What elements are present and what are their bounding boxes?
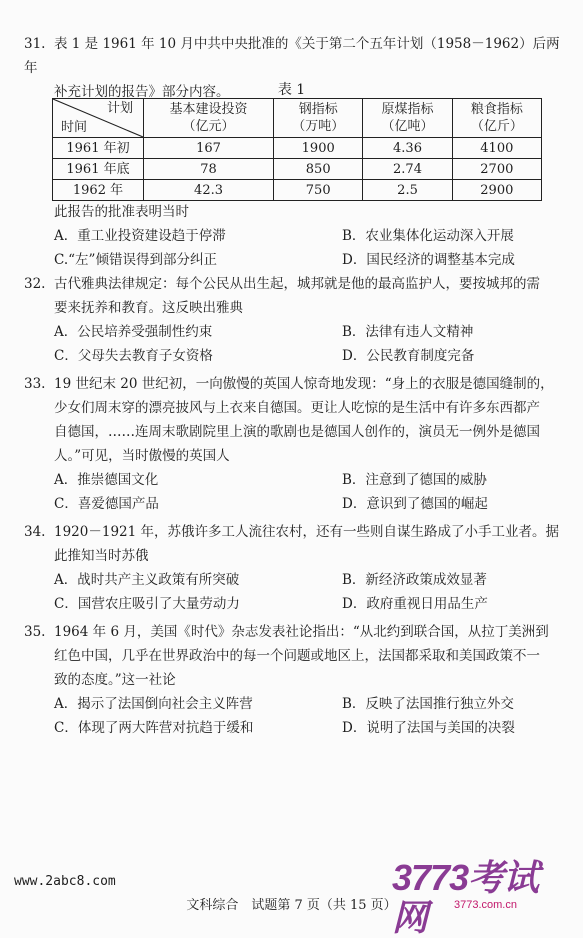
header-cell: 原煤指标 （亿吨） xyxy=(363,99,452,138)
value-cell: 850 xyxy=(274,159,363,180)
question-34-stem: 34. 1920－1921 年，苏俄许多工人流往农村，还有一些则自谋生路成了小手工业者。据 xyxy=(24,520,569,544)
option-row xyxy=(24,320,569,344)
question-33-stem-cont: 自德国，……连周末歌剧院里上演的歌剧也是德国人创作的，演员无一例外是德国 xyxy=(54,424,540,440)
watermark-brand: 3773考试网 xyxy=(392,857,539,938)
option-row xyxy=(24,344,569,368)
value-cell: 1900 xyxy=(274,138,363,159)
question-34-stem-cont: 此推知当时苏俄 xyxy=(54,548,149,564)
question-32 xyxy=(24,272,569,368)
option-a[interactable]: A．公民培养受强制性约束 xyxy=(54,324,213,340)
option-b[interactable]: B．反映了法国推行独立外交 xyxy=(342,696,514,712)
value-cell: 2.74 xyxy=(363,159,452,180)
question-33-stem: 33. 19 世纪末 20 世纪初，一向傲慢的英国人惊奇地发现：“身上的衣服是德国缝制的， xyxy=(24,372,569,396)
option-b[interactable]: B．新经济政策成效显著 xyxy=(342,572,487,588)
option-row xyxy=(24,568,569,592)
table-header-row xyxy=(53,99,542,138)
option-row xyxy=(24,692,569,716)
question-34 xyxy=(24,520,569,616)
table-row xyxy=(53,180,542,201)
option-b[interactable]: B．注意到了德国的威胁 xyxy=(342,472,487,488)
header-cell: 粮食指标 （亿斤） xyxy=(452,99,541,138)
page-footer: 文科综合 试题第 7 页（共 15 页） xyxy=(186,898,397,913)
value-cell: 4100 xyxy=(452,138,541,159)
option-row xyxy=(24,248,569,272)
option-c[interactable]: C.“左”倾错误得到部分纠正 xyxy=(54,252,217,268)
question-31-prompt: 此报告的批准表明当时 xyxy=(54,204,189,220)
value-cell: 2700 xyxy=(452,159,541,180)
footer-site-url[interactable]: www.2abc8.com xyxy=(14,874,116,889)
value-cell: 42.3 xyxy=(144,180,274,201)
value-cell: 4.36 xyxy=(363,138,452,159)
option-c[interactable]: C．父母失去教育子女资格 xyxy=(54,348,213,364)
question-number: 33. xyxy=(24,376,46,392)
question-32-stem-cont: 要来抚养和教育。这反映出雅典 xyxy=(54,300,243,316)
question-number: 34. xyxy=(24,524,46,540)
time-cell: 1961 年底 xyxy=(53,159,144,180)
option-c[interactable]: C．国营农庄吸引了大量劳动力 xyxy=(54,596,240,612)
table-row xyxy=(53,159,542,180)
corner-label-time: 时间 xyxy=(61,120,88,135)
question-number: 32. xyxy=(24,276,46,292)
value-cell: 750 xyxy=(274,180,363,201)
option-d[interactable]: D．政府重视日用品生产 xyxy=(342,596,488,612)
option-d[interactable]: D．国民经济的调整基本完成 xyxy=(342,252,515,268)
option-row xyxy=(24,468,569,492)
option-a[interactable]: A．重工业投资建设趋于停滞 xyxy=(54,228,226,244)
question-number: 31. xyxy=(24,36,46,52)
question-33-stem-cont: 少女们周末穿的漂亮披风与上衣来自德国。更让人吃惊的是生活中有许多东西都产 xyxy=(54,400,540,416)
question-32-stem: 32. 古代雅典法律规定：每个公民从出生起，城邦就是他的最高监护人，要按城邦的需 xyxy=(24,272,569,296)
header-cell: 钢指标 （万吨） xyxy=(274,99,363,138)
option-row xyxy=(24,492,569,516)
option-row xyxy=(24,224,569,248)
value-cell: 78 xyxy=(144,159,274,180)
value-cell: 2900 xyxy=(452,180,541,201)
option-a[interactable]: A．推崇德国文化 xyxy=(54,472,159,488)
question-31-options xyxy=(24,200,569,272)
option-b[interactable]: B．法律有违人文精神 xyxy=(342,324,474,340)
question-33-stem-cont: 人。”可见，当时傲慢的英国人 xyxy=(54,448,230,464)
option-row xyxy=(24,592,569,616)
question-33 xyxy=(24,372,569,516)
option-a[interactable]: A．揭示了法国倒向社会主义阵营 xyxy=(54,696,253,712)
question-35 xyxy=(24,620,569,740)
question-35-stem-cont: 红色中国，几乎在世界政治中的每一个问题或地区上，法国都采取和美国政策不一 xyxy=(54,648,540,664)
option-a[interactable]: A．战时共产主义政策有所突破 xyxy=(54,572,240,588)
option-c[interactable]: C．体现了两大阵营对抗趋于缓和 xyxy=(54,720,254,736)
table-row xyxy=(53,138,542,159)
question-number: 35. xyxy=(24,624,46,640)
table-caption: 表 1 xyxy=(277,82,306,98)
option-d[interactable]: D．说明了法国与美国的决裂 xyxy=(342,720,515,736)
option-d[interactable]: D．意识到了德国的崛起 xyxy=(342,496,488,512)
plan-table xyxy=(52,98,542,201)
value-cell: 167 xyxy=(144,138,274,159)
question-31-stem-cont: 补充计划的报告》部分内容。 xyxy=(54,84,230,100)
time-cell: 1962 年 xyxy=(53,180,144,201)
header-cell: 基本建设投资 （亿元） xyxy=(144,99,274,138)
question-31-stem: 31. 表 1 是 1961 年 10 月中共中央批准的《关于第二个五年计划（1958－1962）后两年 xyxy=(24,32,569,80)
option-c[interactable]: C．喜爱德国产品 xyxy=(54,496,159,512)
table-corner-cell xyxy=(53,99,144,138)
watermark-domain: 3773.com.cn xyxy=(454,899,517,911)
value-cell: 2.5 xyxy=(363,180,452,201)
option-d[interactable]: D．公民教育制度完备 xyxy=(342,348,475,364)
question-35-stem-cont: 致的态度。”这一社论 xyxy=(54,672,176,688)
option-b[interactable]: B．农业集体化运动深入开展 xyxy=(342,228,514,244)
question-35-stem: 35. 1964 年 6 月，美国《时代》杂志发表社论指出：“从北约到联合国，从拉丁美洲到 xyxy=(24,620,569,644)
time-cell: 1961 年初 xyxy=(53,138,144,159)
corner-label-plan: 计划 xyxy=(106,101,133,116)
option-row xyxy=(24,716,569,740)
